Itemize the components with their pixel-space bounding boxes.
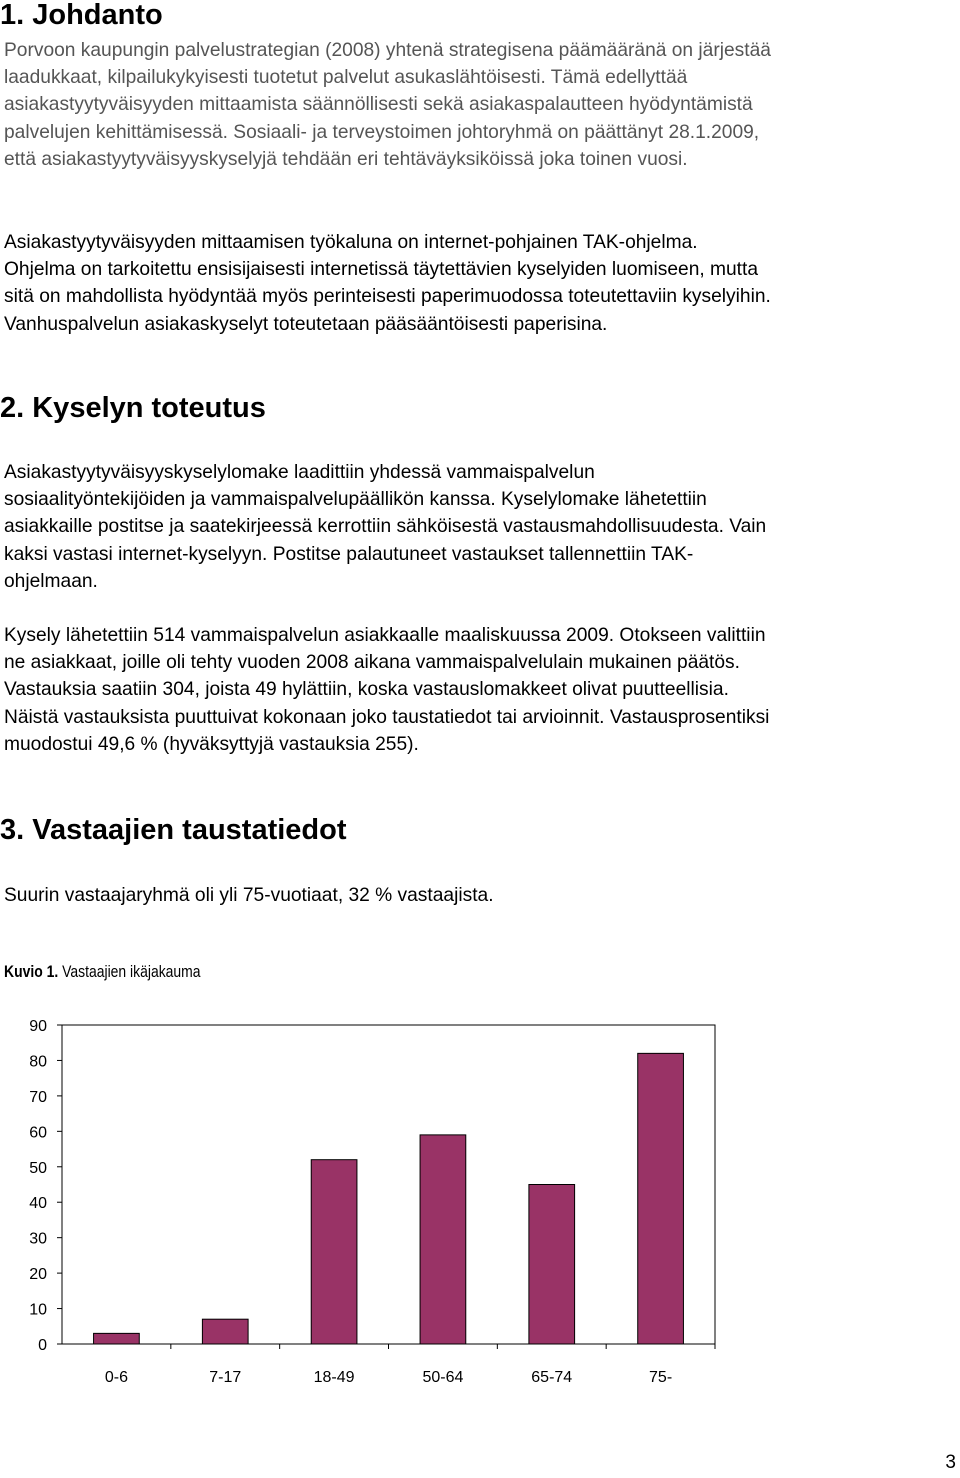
text-line: Vastauksia saatiin 304, joista 49 hylättiin, koska vastauslomakkeet olivat puutteellisia. <box>4 679 729 701</box>
text-line: asiakastyytyväisyyden mittaamista säännöllisesti sekä asiakaspalautteen hyödyntämistä <box>4 94 753 116</box>
section-2-paragraph-2 <box>4 622 960 758</box>
text-line: palvelujen kehittämisessä. Sosiaali- ja terveystoimen johtoryhmä on päättänyt 28.1.2009, <box>4 121 760 143</box>
section-1-paragraph-1 <box>4 37 960 173</box>
text-line: asiakkaille postitse ja saatekirjeessä kerrottiin sähköisestä vastausmahdollisuudesta. Vain <box>4 516 767 538</box>
section-3-heading: 3. Vastaajien taustatiedot <box>0 814 347 846</box>
section-1-paragraph-2 <box>4 229 960 338</box>
bar-75- <box>638 1053 684 1344</box>
y-tick-label: 80 <box>29 1053 47 1071</box>
text-line: Porvoon kaupungin palvelustrategian (2008) yhtenä strategisena päämääränä on järjestää <box>4 40 771 61</box>
section-2-heading: 2. Kyselyn toteutus <box>0 392 266 424</box>
bar-0-6 <box>94 1333 140 1344</box>
figure-label: Kuvio 1. <box>4 962 59 981</box>
figure-title: Vastaajien ikäjakauma <box>62 962 201 981</box>
text-line: että asiakastyytyväisyyskyselyjä tehdään eri tehtäväyksiköissä joka toinen vuosi. <box>4 148 688 170</box>
text-line: Suurin vastaajaryhmä oli yli 75-vuotiaat, 32 % vastaajista. <box>4 885 494 906</box>
y-tick-label: 50 <box>29 1159 47 1177</box>
bar-7-17 <box>202 1319 248 1344</box>
figure-caption <box>4 960 201 984</box>
section-2-paragraph-1 <box>4 459 960 595</box>
section-1-heading: 1. Johdanto <box>0 0 163 31</box>
bar-18-49 <box>311 1160 357 1344</box>
text-line: Asiakastyytyväisyyden mittaamisen työkaluna on internet-pohjainen TAK-ohjelma. <box>4 232 698 253</box>
text-line: Näistä vastauksista puuttuivat kokonaan joko taustatiedot tai arvioinnit. Vastausprosentiksi <box>4 706 770 728</box>
y-tick-label: 30 <box>29 1230 47 1248</box>
text-line: sitä on mahdollista hyödyntää myös perinteisesti paperimuodossa toteutettaviin kyselyihin. <box>4 286 771 308</box>
y-tick-label: 90 <box>29 1018 47 1035</box>
bar-50-64 <box>420 1135 466 1344</box>
x-tick-label: 18-49 <box>313 1369 355 1386</box>
text-line: sosiaalityöntekijöiden ja vammaispalvelupäällikön kanssa. Kyselylomake lähetettiin <box>4 489 707 511</box>
text-line: Vanhuspalvelun asiakaskyselyt toteutetaan pääsääntöisesti paperisina. <box>4 313 608 335</box>
text-line: laadukkaat, kilpailukykyisesti tuotetut palvelut asukaslähtöisesti. Tämä edellyttää <box>4 67 688 89</box>
x-tick-label: 75- <box>649 1369 673 1386</box>
x-tick-label: 65-74 <box>531 1369 573 1386</box>
text-line: Asiakastyytyväisyyskyselylomake laadittiin yhdessä vammaispalvelun <box>4 462 595 483</box>
y-tick-label: 20 <box>29 1266 47 1284</box>
y-tick-label: 10 <box>29 1301 47 1319</box>
bar-65-74 <box>529 1185 575 1345</box>
y-tick-label: 40 <box>29 1195 47 1213</box>
plot-area-frame <box>62 1025 715 1344</box>
y-tick-label: 0 <box>38 1337 47 1354</box>
section-3-paragraph-1 <box>4 882 960 909</box>
y-tick-label: 60 <box>29 1124 47 1142</box>
x-tick-label: 7-17 <box>209 1369 242 1386</box>
text-line: muodostui 49,6 % (hyväksyttyjä vastauksia 255). <box>4 733 419 755</box>
text-line: ne asiakkaat, joille oli tehty vuoden 2008 aikana vammaispalvelulain mukainen päätös. <box>4 652 740 674</box>
text-line: Ohjelma on tarkoitettu ensisijaisesti internetissä täytettävien kyselyiden luomiseen, mutta <box>4 259 759 281</box>
text-line: Kysely lähetettiin 514 vammaispalvelun asiakkaalle maaliskuussa 2009. Otokseen valittiin <box>4 625 766 646</box>
age-distribution-bar-chart <box>0 1000 720 1400</box>
page-number: 3 <box>945 1452 956 1473</box>
text-line: kaksi vastasi internet-kyselyyn. Postitse palautuneet vastaukset tallennettiin TAK- <box>4 543 694 565</box>
x-tick-label: 50-64 <box>422 1369 464 1386</box>
x-tick-label: 0-6 <box>104 1369 128 1386</box>
y-tick-label: 70 <box>29 1088 47 1106</box>
text-line: ohjelmaan. <box>4 570 98 592</box>
